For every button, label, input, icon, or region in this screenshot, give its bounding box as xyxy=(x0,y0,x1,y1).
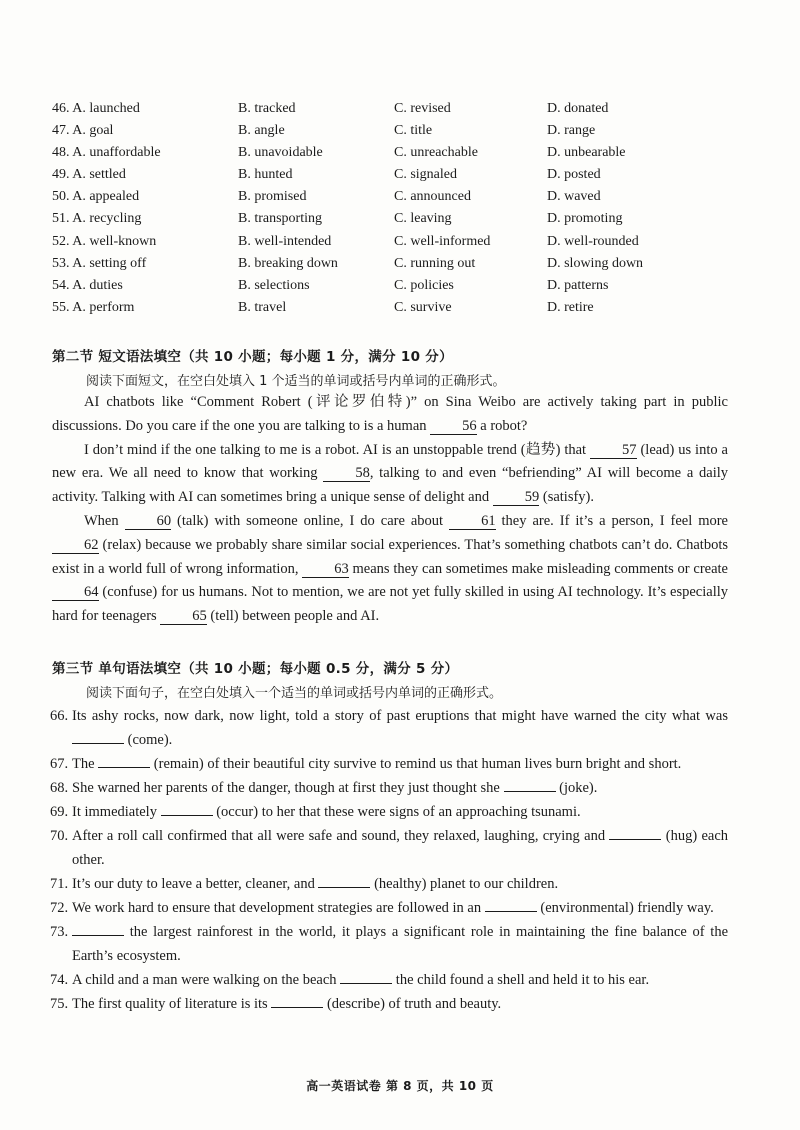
question-number: 68. xyxy=(50,780,69,796)
question-text: A child and a man were walking on the beach the child found a shell and held it to his ear. xyxy=(72,972,650,988)
question-number: 51. xyxy=(52,211,70,227)
option-b: B. hunted xyxy=(238,167,293,183)
option-c: C. title xyxy=(394,123,433,139)
option-d: D. well-rounded xyxy=(547,233,639,249)
option-row xyxy=(52,164,772,186)
question-item xyxy=(50,776,728,800)
question-item xyxy=(50,800,728,824)
blank-58[interactable]: 58 xyxy=(323,465,370,482)
question-number: 74. xyxy=(50,972,69,988)
question-text: Its ashy rocks, now dark, now light, told a story of past eruptions that might have warned the city what was (come). xyxy=(72,708,728,748)
question-number: 50. xyxy=(52,189,70,205)
answer-blank[interactable] xyxy=(271,994,323,1008)
option-c: C. leaving xyxy=(394,211,452,227)
option-a: 51. A. recycling xyxy=(52,211,142,227)
blank-61[interactable]: 61 xyxy=(449,513,496,530)
question-item xyxy=(50,896,728,920)
option-a: 55. A. perform xyxy=(52,299,135,315)
passage-paragraph: I don’t mind if the one talking to me is a robot. AI is an unstoppable trend (趋势) that 57 (lead) us into a new era. We all need to know that working 58, talking to and even “befriending” AI will become a daily activity. Talking with AI can sometimes bring a unique sense of delight and 59 (satisfy). xyxy=(52,441,729,506)
answer-blank[interactable] xyxy=(98,754,150,768)
option-b: B. breaking down xyxy=(238,255,338,271)
question-number: 75. xyxy=(50,996,69,1012)
question-number: 73. xyxy=(50,924,69,940)
option-d: D. posted xyxy=(547,167,601,183)
question-text: the largest rainforest in the world, it plays a significant role in maintaining the fine balance of the Earth’s ecosystem. xyxy=(72,924,729,964)
option-d: D. waved xyxy=(547,189,601,205)
option-row xyxy=(52,120,772,142)
option-row xyxy=(52,253,772,275)
section3-instruction: 阅读下面句子，在空白处填入一个适当的单词或括号内单词的正确形式。 xyxy=(86,686,503,701)
option-b: B. angle xyxy=(238,123,285,139)
option-c: C. running out xyxy=(394,255,476,271)
page-footer: 高一英语试卷 第 8 页，共 10 页 xyxy=(306,1079,494,1093)
question-number: 54. xyxy=(52,277,70,293)
option-c: C. announced xyxy=(394,189,471,205)
option-b: B. tracked xyxy=(238,101,296,116)
answer-blank[interactable] xyxy=(609,826,661,840)
question-item xyxy=(50,968,728,992)
question-text: It’s our duty to leave a better, cleaner, and (healthy) planet to our children. xyxy=(72,876,559,892)
question-text: After a roll call confirmed that all were safe and sound, they relaxed, laughing, crying and (hug) each other. xyxy=(72,828,729,868)
option-a: 50. A. appealed xyxy=(52,189,140,205)
question-text: We work hard to ensure that development strategies are followed in an (environmental) friendly way. xyxy=(72,900,714,916)
question-number: 46. xyxy=(52,101,70,116)
option-b: B. promised xyxy=(238,189,307,205)
question-number: 49. xyxy=(52,167,70,183)
option-a: 49. A. settled xyxy=(52,167,126,183)
option-row xyxy=(52,142,772,164)
answer-blank[interactable] xyxy=(485,898,537,912)
option-b: B. unavoidable xyxy=(238,145,323,161)
question-number: 70. xyxy=(50,828,69,844)
question-number: 52. xyxy=(52,233,70,249)
option-d: D. slowing down xyxy=(547,255,644,271)
option-b: B. selections xyxy=(238,277,310,293)
blank-63[interactable]: 63 xyxy=(302,561,349,578)
section3-heading: 第三节 单句语法填空（共 10 小题；每小题 0.5 分，满分 5 分） xyxy=(52,661,459,677)
question-item xyxy=(50,824,728,872)
option-a: 47. A. goal xyxy=(52,123,114,139)
answer-blank[interactable] xyxy=(72,730,124,744)
option-row xyxy=(52,297,772,319)
option-c: C. signaled xyxy=(394,167,457,183)
question-number: 66. xyxy=(50,708,69,724)
question-number: 55. xyxy=(52,299,70,315)
question-number: 53. xyxy=(52,255,70,271)
option-b: B. well-intended xyxy=(238,233,332,249)
option-row xyxy=(52,231,772,253)
option-a: 46. A. launched xyxy=(52,101,140,116)
option-b: B. transporting xyxy=(238,211,322,227)
section2-heading: 第二节 短文语法填空（共 10 小题；每小题 1 分，满分 10 分） xyxy=(52,349,453,365)
option-c: C. revised xyxy=(394,101,451,116)
option-a: 53. A. setting off xyxy=(52,255,147,271)
option-c: C. unreachable xyxy=(394,145,478,161)
question-number: 72. xyxy=(50,900,69,916)
option-d: D. donated xyxy=(547,101,609,116)
section2-instruction: 阅读下面短文，在空白处填入 1 个适当的单词或括号内单词的正确形式。 xyxy=(86,374,506,389)
option-d: D. promoting xyxy=(547,211,623,227)
question-text: She warned her parents of the danger, though at first they just thought she (joke). xyxy=(72,780,598,796)
answer-blank[interactable] xyxy=(318,874,370,888)
option-a: 48. A. unaffordable xyxy=(52,145,161,161)
option-c: C. policies xyxy=(394,277,454,293)
question-number: 47. xyxy=(52,123,70,139)
option-row xyxy=(52,186,772,208)
blank-59[interactable]: 59 xyxy=(493,489,540,506)
question-item xyxy=(50,752,728,776)
passage-paragraph: AI chatbots like “Comment Robert (评论罗伯特)” on Sina Weibo are actively taking part in public discussions. Do you care if the one you are talking to is a human 56 a robot? xyxy=(52,394,728,434)
question-number: 69. xyxy=(50,804,69,820)
question-number: 67. xyxy=(50,756,69,772)
option-d: D. range xyxy=(547,123,596,139)
question-number: 48. xyxy=(52,145,70,161)
passage-paragraph: When 60 (talk) with someone online, I do care about 61 they are. If it’s a person, I feel more 62 (relax) because we probably share similar social experiences. That’s something chatbots can’t do. Chatbots exist in a world full of wrong information, 63 means they can sometimes make misleading comments or create 64 (confuse) for us humans. Not to mention, we are not yet fully skilled in using AI technology. It’s especially hard for teenagers 65 (tell) between people and AI. xyxy=(52,512,728,625)
option-row xyxy=(52,208,772,230)
question-item xyxy=(50,872,728,896)
cloze-options-table xyxy=(52,98,772,319)
question-item xyxy=(50,920,728,968)
answer-blank[interactable] xyxy=(72,922,124,936)
question-text: The (remain) of their beautiful city survive to remind us that human lives burn bright and short. xyxy=(72,756,682,772)
blank-64[interactable]: 64 xyxy=(52,584,99,601)
option-d: D. retire xyxy=(547,299,594,315)
question-text: It immediately (occur) to her that these were signs of an approaching tsunami. xyxy=(72,804,581,820)
grammar-passage xyxy=(52,391,728,629)
option-c: C. well-informed xyxy=(394,233,491,249)
option-b: B. travel xyxy=(238,299,287,315)
sentence-question-list xyxy=(50,704,728,1016)
option-d: D. patterns xyxy=(547,277,609,293)
answer-blank[interactable] xyxy=(340,970,392,984)
answer-blank[interactable] xyxy=(504,778,556,792)
option-row xyxy=(52,98,772,120)
question-text: The first quality of literature is its (describe) of truth and beauty. xyxy=(72,996,502,1012)
option-d: D. unbearable xyxy=(547,145,626,161)
option-a: 52. A. well-known xyxy=(52,233,157,249)
option-a: 54. A. duties xyxy=(52,277,123,293)
question-number: 71. xyxy=(50,876,69,892)
blank-62[interactable]: 62 xyxy=(52,537,99,554)
blank-65[interactable]: 65 xyxy=(160,608,207,625)
question-item xyxy=(50,992,728,1016)
option-c: C. survive xyxy=(394,299,452,315)
blank-60[interactable]: 60 xyxy=(125,513,172,530)
question-item xyxy=(50,704,728,752)
answer-blank[interactable] xyxy=(161,802,213,816)
option-row xyxy=(52,275,772,297)
blank-56[interactable]: 56 xyxy=(430,418,477,435)
blank-57[interactable]: 57 xyxy=(590,442,637,459)
